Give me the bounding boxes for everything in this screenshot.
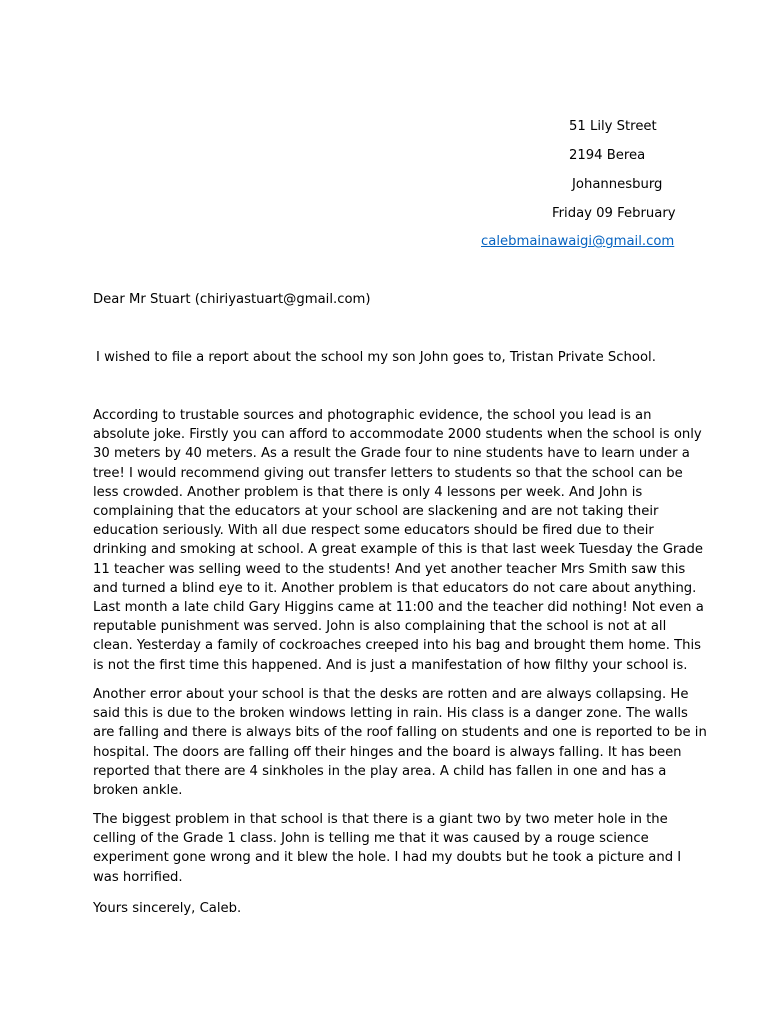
paragraph-line: was horrified.: [93, 869, 183, 885]
paragraph-line: celling of the Grade 1 class. John is telling me that it was caused by a rouge science: [93, 831, 649, 847]
paragraph-line: clean. Yesterday a family of cockroaches creeped into his bag and brought them home. This: [93, 638, 702, 654]
paragraph-line: less crowded. Another problem is that there is only 4 lessons per week. And John is: [93, 484, 643, 500]
paragraph-line: drinking and smoking at school. A great example of this is that last week Tuesday the Grade: [93, 542, 703, 558]
paragraph-line: Last month a late child Gary Higgins came at 11:00 and the teacher did nothing! Not even a: [93, 600, 704, 616]
address-street: 51 Lily Street: [569, 119, 657, 134]
paragraph-1-text: [93, 406, 704, 675]
paragraph-2: [93, 685, 707, 800]
intro-text: I wished to file a report about the school my son John goes to, Tristan Private School.: [96, 350, 656, 365]
paragraph-line: 11 teacher was selling weed to the students! And yet another teacher Mrs Smith saw this: [93, 561, 686, 577]
paragraph-line: broken ankle.: [93, 783, 183, 799]
address-postal: 2194 Berea: [569, 148, 646, 163]
paragraph-line: complaining that the educators at your school are slackening and are not taking their: [93, 504, 659, 520]
intro: [96, 348, 696, 367]
paragraph-line: reputable punishment was served. John is also complaining that the school is not at all: [93, 619, 667, 635]
paragraph-line: said this is due to the broken windows letting in rain. His class is a danger zone. The walls: [93, 706, 688, 722]
address-city: Johannesburg: [572, 177, 663, 192]
paragraph-line: 30 meters by 40 meters. As a result the Grade four to nine students have to learn under a: [93, 446, 690, 462]
paragraph-line: experiment gone wrong and it blew the hole. I had my doubts but he took a picture and I: [93, 850, 682, 866]
paragraph-line: education seriously. With all due respect some educators should be fired due to their: [93, 523, 654, 539]
paragraph-line: is not the first time this happened. And is just a manifestation of how filthy your school is.: [93, 657, 688, 673]
closing: [93, 899, 693, 918]
paragraph-line: are falling and there is always bits of the roof falling on students and one is reported to be in: [93, 725, 707, 741]
paragraph-2-text: [93, 685, 707, 800]
sender-email-link[interactable]: calebmainawaigi@gmail.com: [481, 234, 675, 249]
paragraph-line: Another error about your school is that the desks are rotten and are always collapsing. He: [93, 687, 689, 702]
paragraph-3-text: [93, 810, 693, 887]
salutation-text: Dear Mr Stuart (chiriyastuart@gmail.com): [93, 292, 371, 307]
paragraph-line: tree! I would recommend giving out transfer letters to students so that the school can be: [93, 465, 683, 481]
paragraph-line: absolute joke. Firstly you can afford to accommodate 2000 students when the school is only: [93, 427, 702, 443]
paragraph-line: reported that there are 4 sinkholes in the play area. A child has fallen in one and has a: [93, 763, 667, 779]
letter-date: Friday 09 February: [552, 206, 676, 221]
paragraph-line: According to trustable sources and photographic evidence, the school you lead is an: [93, 408, 652, 423]
paragraph-line: and turned a blind eye to it. Another problem is that educators do not care about anything.: [93, 580, 697, 596]
paragraph-line: hospital. The doors are falling off their hinges and the board is always falling. It has been: [93, 744, 682, 760]
paragraph-1: [93, 406, 704, 675]
paragraph-3: [93, 810, 693, 887]
closing-text: Yours sincerely, Caleb.: [93, 901, 242, 916]
salutation: [93, 290, 693, 309]
paragraph-line: The biggest problem in that school is that there is a giant two by two meter hole in the: [93, 812, 668, 827]
